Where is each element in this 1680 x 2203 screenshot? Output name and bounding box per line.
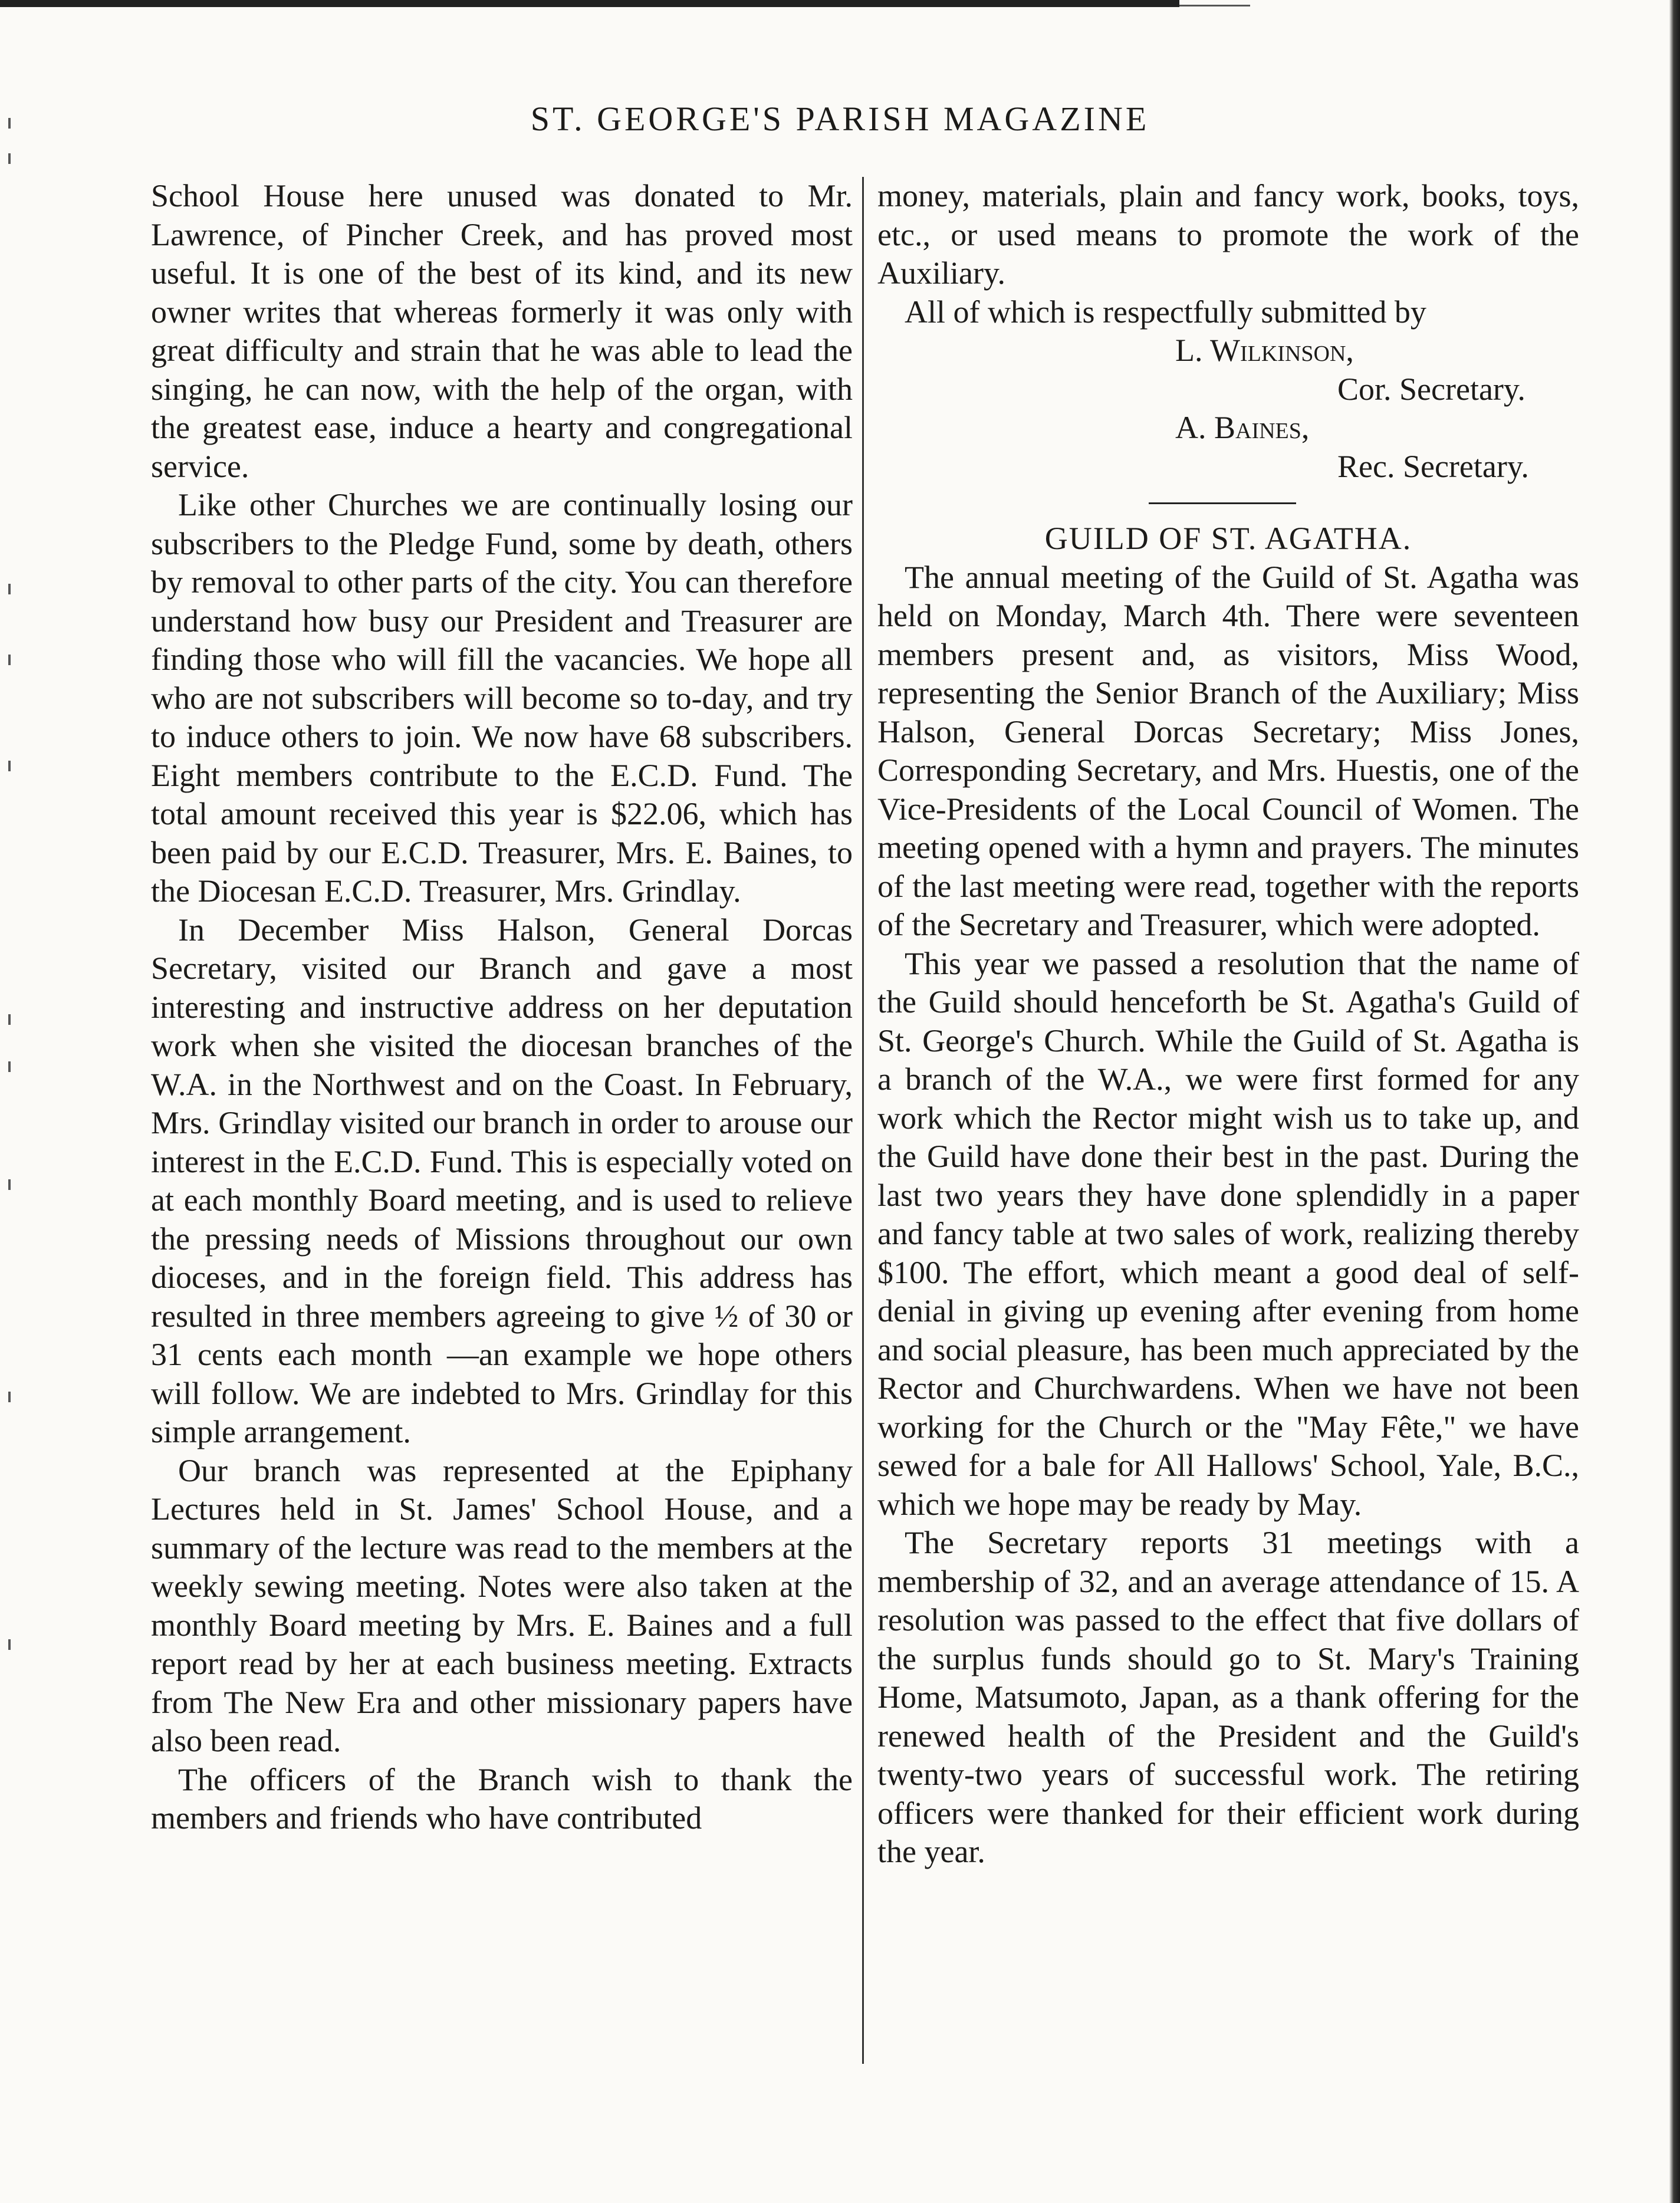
- paragraph: The annual meeting of the Guild of St. Agatha was held on Monday, March 4th. There were seventeen members present and, as visitors, Miss Wood, representing the Senior Branch of the Auxiliary; Miss Halson, General Dorcas Secretary; Miss Jones, Corresponding Secretary, and Mrs. Huestis, one of the Vice-Presidents of the Local Council of Women. The meeting opened with a hymn and prayers. The minutes of the last meeting were read, together with the reports of the Secretary and Treasurer, which were adopted.: [877, 559, 1579, 942]
- section-heading: GUILD OF ST. AGATHA.: [1044, 521, 1412, 556]
- column-divider: [862, 177, 864, 2064]
- top-border-rule-tail: [1179, 5, 1250, 6]
- paragraph: In December Miss Halson, General Dorcas Secretary, visited our Branch and gave a most interesting and instructive address on her deputation work when she visited the diocesan branches of the W.A. in the Northwest and on the Coast. In February, Mrs. Grindlay visited our branch in order to arouse our interest in the E.C.D. Fund. This is especially voted on at each monthly Board meeting, and is used to relieve the pressing needs of Missions throughout our own dioceses, and in the foreign field. This address has resulted in three members agreeing to give ½ of 30 or 31 cents each month —an example we hope others will follow. We are indebted to Mrs. Grindlay for this simple arrangement.: [151, 912, 853, 1449]
- signature-title: Rec. Secretary.: [1337, 448, 1529, 484]
- paragraph: This year we passed a resolution that the name of the Guild should henceforth be St. Agatha's Guild of St. George's Church. While the Guild of St. Agatha is a branch of the W.A., we were first formed for any work which the Rector might wish us to take up, and the Guild have done their best in the past. During the last two years they have done splendidly in a paper and fancy table at two sales of work, realizing thereby $100. The effort, which meant a good deal of self-denial in giving up evening after evening from home and social pleasure, has been much appreciated by the Rector and Churchwardens. When we have not been working for the Church or the "May Fête," we have sewed for a bale for All Hallows' School, Yale, B.C., which we hope may be ready by May.: [877, 945, 1579, 1522]
- paragraph: money, materials, plain and fancy work, books, toys, etc., or used means to promote the work of the Auxiliary.: [877, 178, 1579, 291]
- signature-title: Cor. Secretary.: [1337, 371, 1526, 407]
- left-column: [151, 177, 853, 1838]
- paragraph: Like other Churches we are continually losing our subscribers to the Pledge Fund, some by death, others by removal to other parts of the city. You can therefore understand how busy our President and Treasurer are finding those who will fill the vacancies. We hope all who are not subscribers will become so to-day, and try to induce others to join. We now have 68 subscribers. Eight members contribute to the E.C.D. Fund. The total amount received this year is $22.06, which has been paid by our E.C.D. Treasurer, Mrs. E. Baines, to the Diocesan E.C.D. Treasurer, Mrs. Grindlay.: [151, 487, 853, 909]
- paragraph: School House here unused was donated to Mr. Lawrence, of Pincher Creek, and has proved most useful. It is one of the best of its kind, and its new owner writes that whereas formerly it was only with great difficulty and strain that he was able to lead the singing, he can now, with the help of the organ, with the greatest ease, induce a hearty and congregational service.: [151, 178, 853, 484]
- right-column: [877, 177, 1579, 1872]
- paragraph: The Secretary reports 31 meetings with a membership of 32, and an average attendance of 15. A resolution was passed to the effect that five dollars of the surplus funds should go to St. Mary's Training Home, Matsumoto, Japan, as a thank offering for the renewed health of the President and the Guild's twenty-two years of successful work. The retiring officers were thanked for their efficient work during the year.: [877, 1525, 1579, 1869]
- paragraph: Our branch was represented at the Epiphany Lectures held in St. James' School House, and a summary of the lecture was read to the members at the weekly sewing meeting. Notes were also taken at the monthly Board meeting by Mrs. E. Baines and a full report read by her at each business meeting. Extracts from The New Era and other missionary papers have also been read.: [151, 1452, 853, 1758]
- page-header: ST. GEORGE'S PARISH MAGAZINE: [530, 100, 1150, 138]
- signature-name: L. Wilkinson,: [1175, 333, 1354, 368]
- signature-name: A. Baines,: [1175, 410, 1310, 445]
- paragraph: The officers of the Branch wish to thank the members and friends who have contributed: [151, 1761, 853, 1836]
- top-border-rule: [0, 0, 1179, 7]
- submitted-line: All of which is respectfully submitted by: [905, 294, 1426, 330]
- page-edge-shadow: [1669, 0, 1680, 2203]
- section-separator: [1149, 502, 1296, 504]
